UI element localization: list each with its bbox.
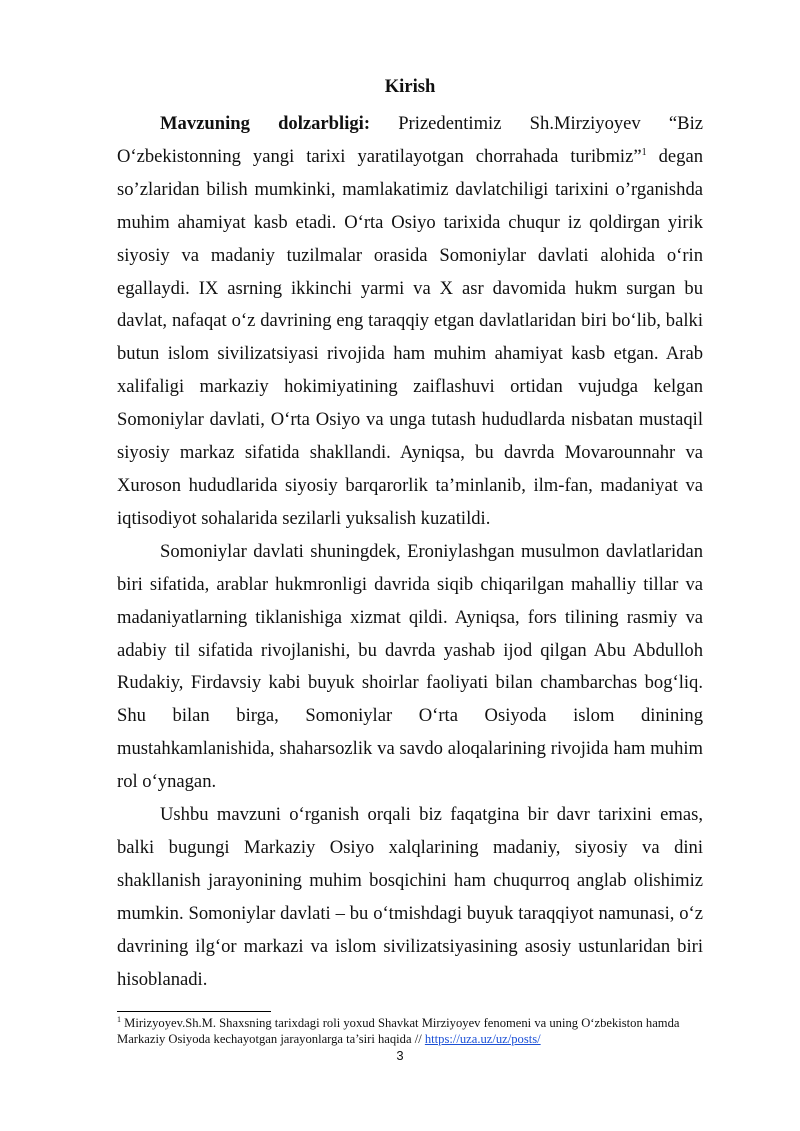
paragraph-language-culture: Somoniylar davlati shuningdek, Eroniylashgan musulmon davlatlaridan biri sifatida, arablar hukmronligi davrida siqib chiqarilgan mahalliy tillar va madaniyatlarning tiklanishiga xizmat qildi. Ayniqsa, fors tilining rasmiy va adabiy til sifatida rivojlanishi, bu davrda yashab ijod qilgan Abu Abdulloh Rudakiy, Firdavsiy kabi buyuk shoirlar faoliyati bilan chambarchas bog‘liq. Shu bilan birga, Somoniylar O‘rta Osiyoda islom dinining mustahkamlanishida, shaharsozlik va savdo aloqalarining rivojida ham muhim rol o‘ynagan. (117, 540, 703, 793)
paragraph-relevance (117, 108, 703, 536)
page-number: 3 (396, 1048, 404, 1063)
footnote-reference[interactable]: 1 (641, 146, 647, 158)
footnote-divider (117, 1011, 271, 1012)
page-body (117, 76, 703, 996)
paragraph-lead-bold: Mavzuning dolzarbligi: (160, 113, 371, 134)
footnote-mark: 1 (117, 1014, 121, 1024)
footnote-link[interactable]: https://uza.uz/uz/posts/ (424, 1032, 541, 1046)
footnote-text: Mirizyoyev.Sh.M. Shaxsning tarixdagi roli yoxud Shavkat Mirziyoyev fenomeni va uning O‘zbekiston hamda Markaziy Osiyoda kechayotgan jarayonlarga ta’siri haqida // (117, 1016, 680, 1046)
footnote (117, 1015, 717, 1047)
paragraph-conclusion: Ushbu mavzuni o‘rganish orqali biz faqatgina bir davr tarixini emas, balki bugungi Markaziy Osiyo xalqlarining madaniy, siyosiy va dini shakllanish jarayonining muhim bosqichini ham chuqurroq anglab olishimiz mumkin. Somoniylar davlati – bu o‘tmishdagi buyuk taraqqiyot namunasi, o‘z davrining ilg‘or markazi va islom sivilizatsiyasining asosiy ustunlaridan biri hisoblanadi. (117, 804, 703, 990)
paragraph-text-after-note: degan so’zlaridan bilish mumkinki, mamlakatimiz davlatchiligi tarixini o’rganishda muhim ahamiyat kasb etadi. O‘rta Osiyo tarixida chuqur iz qoldirgan yirik siyosiy va madaniy tuzilmalar orasida Somoniylar davlati alohida o‘rin egallaydi. IX asrning ikkinchi yarmi va X asr davomida hukm surgan bu davlat, nafaqat o‘z davrining eng taraqqiy etgan davlatlaridan biri bo‘lib, balki butun islom sivilizatsiyasi rivojida ham muhim ahamiyat kasb etgan. Arab xalifaligi markaziy hokimiyatining zaiflashuvi ortidan vujudga kelgan Somoniylar davlati, O‘rta Osiyo va unga tutash hududlarda nisbatan mustaqil siyosiy markaz sifatida shakllandi. Ayniqsa, bu davrda Movarounnahr va Xuroson hududlarida siyosiy barqarorlik ta’minlanib, ilm-fan, madaniyat va iqtisodiyot sohalarida sezilarli yuksalish kuzatildi. (117, 145, 703, 529)
section-title: Kirish (384, 76, 436, 97)
paragraph-text-before-note: Prizedentimiz Sh.Mirziyoyev “Biz O‘zbekistonning yangi tarixi yaratilayotgan chorrahada turibmiz” (117, 113, 703, 167)
